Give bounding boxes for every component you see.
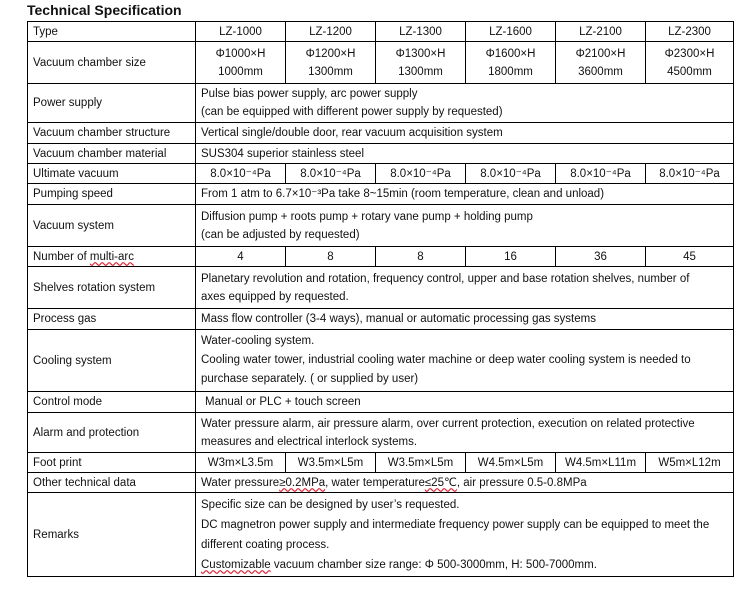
- row-process-gas: [28, 309, 734, 330]
- chamber-size-label: Vacuum chamber size: [28, 42, 196, 84]
- row-chamber-material: [28, 144, 734, 164]
- other-data-text: , water temperature: [325, 476, 425, 489]
- shelves-rotation-line: axes equipped by requested.: [201, 290, 349, 303]
- remarks-line: Specific size can be designed by user’s requested.: [201, 498, 460, 511]
- ultimate-vacuum-cell: 8.0×10⁻⁴Pa: [376, 164, 466, 184]
- vacuum-system-value: [196, 205, 734, 247]
- row-multi-arc: [28, 247, 734, 267]
- foot-print-label: Foot print: [28, 453, 196, 473]
- ultimate-vacuum-cell: 8.0×10⁻⁴Pa: [556, 164, 646, 184]
- ultimate-vacuum-cell: 8.0×10⁻⁴Pa: [196, 164, 286, 184]
- process-gas-value: Mass flow controller (3-4 ways), manual or automatic processing gas systems: [196, 309, 734, 330]
- row-power-supply: [28, 84, 734, 123]
- power-supply-value: [196, 84, 734, 123]
- multi-arc-cell: 45: [646, 247, 734, 267]
- vacuum-system-label: Vacuum system: [28, 205, 196, 247]
- shelves-rotation-value: [196, 267, 734, 309]
- chamber-diameter: Φ1600×H: [485, 47, 536, 60]
- type-cell: LZ-1300: [376, 22, 466, 42]
- type-cell: LZ-1000: [196, 22, 286, 42]
- alarm-protection-line: Water pressure alarm, air pressure alarm, over current protection, execution on related protective: [201, 417, 695, 430]
- chamber-height: 1300mm: [398, 65, 443, 78]
- row-alarm-protection: [28, 413, 734, 453]
- row-chamber-structure: [28, 123, 734, 144]
- pumping-speed-label: Pumping speed: [28, 184, 196, 205]
- cooling-system-line: Cooling water tower, industrial cooling water machine or deep water cooling system is needed to: [201, 354, 691, 366]
- type-cell: LZ-1600: [466, 22, 556, 42]
- chamber-size-cell: [646, 42, 734, 84]
- chamber-diameter: Φ2300×H: [664, 47, 715, 60]
- multi-arc-cell: 8: [286, 247, 376, 267]
- shelves-rotation-label: Shelves rotation system: [28, 267, 196, 309]
- chamber-size-cell: [556, 42, 646, 84]
- row-type: [28, 22, 734, 42]
- spec-table: [27, 21, 734, 577]
- chamber-size-cell: [466, 42, 556, 84]
- row-foot-print: [28, 453, 734, 473]
- cooling-system-value: [196, 330, 734, 392]
- foot-print-cell: W3.5m×L5m: [286, 453, 376, 473]
- ultimate-vacuum-cell: 8.0×10⁻⁴Pa: [286, 164, 376, 184]
- alarm-protection-line: measures and electrical interlock systems.: [201, 435, 418, 448]
- type-label: Type: [28, 22, 196, 42]
- chamber-size-cell: [196, 42, 286, 84]
- chamber-structure-label: Vacuum chamber structure: [28, 123, 196, 144]
- chamber-diameter: Φ2100×H: [575, 47, 626, 60]
- foot-print-cell: W5m×L12m: [646, 453, 734, 473]
- alarm-protection-value: [196, 413, 734, 453]
- ultimate-vacuum-label: Ultimate vacuum: [28, 164, 196, 184]
- chamber-material-value: SUS304 superior stainless steel: [196, 144, 734, 164]
- row-shelves-rotation: [28, 267, 734, 309]
- other-data-temperature: ≤25℃: [424, 476, 457, 489]
- foot-print-cell: W3m×L3.5m: [196, 453, 286, 473]
- control-mode-value: Manual or PLC + touch screen: [196, 392, 734, 413]
- power-supply-line: Pulse bias power supply, arc power supply: [201, 88, 418, 100]
- process-gas-label: Process gas: [28, 309, 196, 330]
- chamber-height: 1300mm: [308, 65, 353, 78]
- type-cell: LZ-2300: [646, 22, 734, 42]
- remarks-line: DC magnetron power supply and intermediate frequency power supply can be equipped to meet the: [201, 518, 710, 531]
- foot-print-cell: W3.5m×L5m: [376, 453, 466, 473]
- remarks-size-range: vacuum chamber size range: Φ 500-3000mm, H: 500-7000mm.: [270, 558, 597, 571]
- ultimate-vacuum-cell: 8.0×10⁻⁴Pa: [466, 164, 556, 184]
- multi-arc-label-text: Number of: [33, 250, 90, 263]
- shelves-rotation-line: Planetary revolution and rotation, frequency control, upper and base rotation shelves, number of: [201, 272, 690, 285]
- chamber-height: 1000mm: [218, 65, 263, 78]
- row-vacuum-system: [28, 205, 734, 247]
- multi-arc-cell: 4: [196, 247, 286, 267]
- row-pumping-speed: [28, 184, 734, 205]
- remarks-label: Remarks: [28, 493, 196, 577]
- remarks-customizable: Customizable: [201, 558, 271, 571]
- row-ultimate-vacuum: [28, 164, 734, 184]
- pumping-speed-value: From 1 atm to 6.7×10⁻³Pa take 8~15min (room temperature, clean and unload): [196, 184, 734, 205]
- vacuum-system-line: (can be adjusted by requested): [201, 228, 360, 241]
- other-data-label: Other technical data: [28, 473, 196, 493]
- multi-arc-cell: 16: [466, 247, 556, 267]
- chamber-size-cell: [376, 42, 466, 84]
- control-mode-label: Control mode: [28, 392, 196, 413]
- foot-print-cell: W4.5m×L11m: [556, 453, 646, 473]
- other-data-text: , air pressure 0.5-0.8MPa: [456, 476, 587, 489]
- alarm-protection-label: Alarm and protection: [28, 413, 196, 453]
- multi-arc-cell: 36: [556, 247, 646, 267]
- type-cell: LZ-2100: [556, 22, 646, 42]
- other-data-value: [196, 473, 734, 493]
- chamber-diameter: Φ1300×H: [395, 47, 446, 60]
- chamber-material-label: Vacuum chamber material: [28, 144, 196, 164]
- cooling-system-line: purchase separately. ( or supplied by user): [201, 373, 419, 385]
- other-data-pressure: ≥0.2MPa: [279, 476, 326, 489]
- remarks-line: [201, 555, 728, 575]
- chamber-size-cell: [286, 42, 376, 84]
- remarks-line: different coating process.: [201, 538, 330, 551]
- row-cooling-system: [28, 330, 734, 392]
- vacuum-system-line: Diffusion pump + roots pump + rotary vane pump + holding pump: [201, 210, 533, 223]
- row-remarks: [28, 493, 734, 577]
- row-control-mode: [28, 392, 734, 413]
- power-supply-label: Power supply: [28, 84, 196, 123]
- cooling-system-label: Cooling system: [28, 330, 196, 392]
- page-title: Technical Specification: [27, 2, 182, 18]
- multi-arc-cell: 8: [376, 247, 466, 267]
- chamber-structure-value: Vertical single/double door, rear vacuum acquisition system: [196, 123, 734, 144]
- multi-arc-label: [28, 247, 196, 267]
- power-supply-line: (can be equipped with different power supply by requested): [201, 106, 503, 118]
- chamber-diameter: Φ1000×H: [215, 47, 266, 60]
- multi-arc-label-term: multi-arc: [89, 250, 134, 263]
- other-data-text: Water pressure: [201, 476, 280, 489]
- ultimate-vacuum-cell: 8.0×10⁻⁴Pa: [646, 164, 734, 184]
- foot-print-cell: W4.5m×L5m: [466, 453, 556, 473]
- chamber-height: 3600mm: [578, 65, 623, 78]
- chamber-height: 4500mm: [667, 65, 712, 78]
- chamber-diameter: Φ1200×H: [305, 47, 356, 60]
- chamber-height: 1800mm: [488, 65, 533, 78]
- row-chamber-size: [28, 42, 734, 84]
- remarks-value: [196, 493, 734, 577]
- row-other-data: [28, 473, 734, 493]
- cooling-system-line: Water-cooling system.: [201, 335, 315, 347]
- type-cell: LZ-1200: [286, 22, 376, 42]
